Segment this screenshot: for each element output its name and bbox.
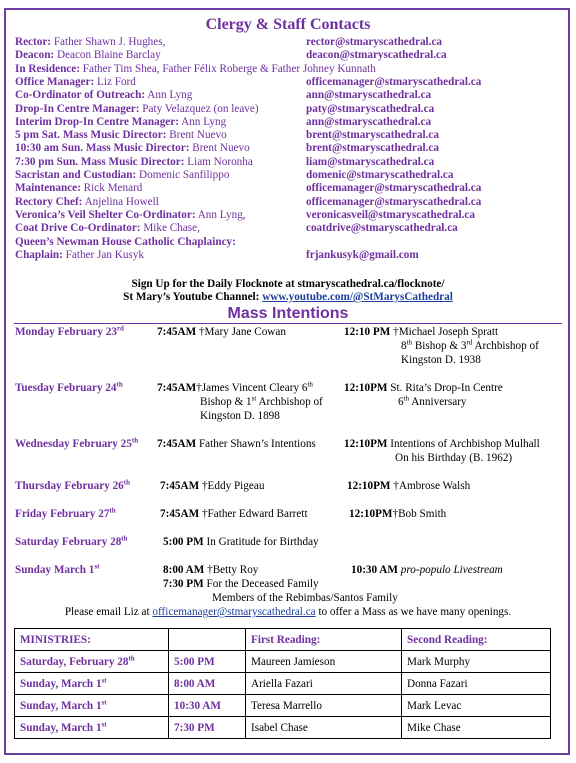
second-reader: Donna Fazari: [402, 673, 551, 695]
contact-email[interactable]: brent@stmaryscathedral.ca: [306, 129, 439, 142]
ministry-time: 8:00 AM: [169, 673, 246, 695]
first-reader: Isabel Chase: [246, 717, 402, 739]
sunday-1030: 10:30 AM pro-populo Livestream: [351, 564, 503, 576]
contact-email[interactable]: paty@stmaryscathedral.ca: [306, 102, 435, 115]
monday-morning: 7:45AM †Mary Jane Cowan: [157, 326, 286, 338]
contact-email[interactable]: officemanager@stmaryscathedral.ca: [306, 75, 482, 88]
header-first-reading: First Reading:: [246, 629, 402, 651]
day-tuesday: Tuesday February 24th: [15, 380, 123, 394]
first-reader: Ariella Fazari: [246, 673, 402, 695]
contact-row: [15, 156, 253, 169]
mass-intentions-rule: [14, 323, 562, 324]
contact-name: Father Jan Kusyk: [62, 248, 144, 261]
contact-row: [15, 49, 161, 62]
contact-name: Ann Lyng,: [195, 208, 246, 221]
contact-email[interactable]: rector@stmaryscathedral.ca: [306, 36, 443, 48]
contact-role: 7:30 pm Sun. Mass Music Director:: [15, 155, 185, 168]
contact-row: [15, 129, 227, 142]
contact-role: Drop-In Centre Manager:: [15, 102, 140, 115]
contact-row: [15, 169, 229, 182]
contact-name: Liz Ford: [94, 75, 136, 88]
day-sunday: Sunday March 1st: [15, 562, 100, 576]
contact-row: [15, 76, 136, 89]
contact-role: Co-Ordinator of Outreach:: [15, 89, 146, 102]
monday-noon-line2: 8th Bishop & 3rd Archbishop of: [401, 338, 539, 352]
tuesday-noon-line2: 6th Anniversary: [398, 394, 467, 408]
contact-name: Father Shawn J. Hughes,: [51, 36, 166, 48]
first-reader: Teresa Marrello: [246, 695, 402, 717]
ministry-row: [15, 673, 551, 695]
second-reader: Mark Levac: [402, 695, 551, 717]
second-reader: Mike Chase: [402, 717, 551, 739]
contact-row: [15, 236, 236, 249]
contact-name: Mike Chase,: [140, 222, 200, 235]
header-second-reading: Second Reading:: [402, 629, 551, 651]
ministries-table: [14, 628, 551, 739]
tuesday-morning-line3: Kingston D. 1898: [200, 410, 280, 422]
contact-role: Rectory Chef:: [15, 195, 83, 208]
contact-row: [15, 142, 250, 155]
contact-email[interactable]: brent@stmaryscathedral.ca: [306, 142, 439, 155]
ministry-row: [15, 717, 551, 739]
contact-name: Paty Velazquez (on leave): [139, 102, 259, 115]
contact-role: 5 pm Sat. Mass Music Director:: [15, 129, 167, 142]
header-ministries: MINISTRIES:: [15, 629, 169, 651]
contact-email[interactable]: deacon@stmaryscathedral.ca: [306, 49, 447, 62]
contact-name: Rick Menard: [80, 182, 143, 195]
contact-role: Maintenance:: [15, 182, 81, 195]
contact-role: Office Manager:: [15, 75, 95, 88]
contact-name: Liam Noronha: [184, 155, 253, 168]
contact-row: [15, 249, 144, 262]
contact-role: Chaplain:: [15, 248, 63, 261]
friday-morning: 7:45AM †Father Edward Barrett: [160, 508, 308, 520]
sunday-evening-line2: Members of the Rebimbas/Santos Family: [212, 592, 398, 604]
contact-role: Deacon:: [15, 49, 55, 62]
thursday-morning: 7:45AM †Eddy Pigeau: [160, 480, 265, 492]
contact-name: Father Tim Shea, Father Félix Roberge & Father Johney Kunnath: [79, 62, 376, 75]
contact-name: Brent Nuevo: [189, 142, 250, 155]
thursday-noon: 12:10PM †Ambrose Walsh: [347, 480, 471, 492]
contact-row: [15, 36, 165, 49]
contact-row: [15, 209, 246, 222]
contact-role: Queen’s Newman House Catholic Chaplaincy:: [15, 235, 236, 248]
contact-email[interactable]: officemanager@stmaryscathedral.ca: [306, 182, 482, 195]
contact-role: 10:30 am Sun. Mass Music Director:: [15, 142, 190, 155]
contact-role: Sacristan and Custodian:: [15, 169, 137, 181]
wednesday-noon-line2: On his Birthday (B. 1962): [395, 452, 513, 464]
wednesday-noon: 12:10PM Intentions of Archbishop Mulhall: [344, 438, 540, 450]
contact-role: Coat Drive Co-Ordinator:: [15, 222, 141, 235]
flocknote-line: Sign Up for the Daily Flocknote at stmaryscathedral.ca/flocknote/: [131, 278, 445, 290]
sunday-evening: 7:30 PM For the Deceased Family: [163, 578, 319, 590]
contact-name: Ann Lyng: [178, 115, 227, 128]
tuesday-morning-line2: Bishop & 1st Archbishop of: [200, 394, 323, 408]
youtube-line: [0, 291, 576, 303]
contact-email[interactable]: ann@stmaryscathedral.ca: [306, 115, 432, 128]
contact-row: [15, 116, 226, 129]
day-saturday: Saturday February 28th: [15, 534, 128, 548]
youtube-link[interactable]: www.youtube.com/@StMarysCathedral: [262, 291, 453, 303]
contact-email[interactable]: liam@stmaryscathedral.ca: [306, 155, 435, 168]
office-email-link[interactable]: officemanager@stmaryscathedral.ca: [152, 606, 316, 618]
contact-row: [15, 196, 159, 209]
monday-noon: 12:10 PM †Michael Joseph Spratt: [344, 326, 499, 338]
day-monday: Monday February 23rd: [15, 324, 124, 338]
ministry-time: 7:30 PM: [169, 717, 246, 739]
mass-offer-note: Please email Liz at officemanager@stmaryscathedral.ca to offer a Mass as we have many openings.: [64, 606, 512, 618]
ministry-time: 10:30 AM: [169, 695, 246, 717]
contact-name: Domenic Sanfilippo: [136, 169, 230, 181]
day-friday: Friday February 27th: [15, 506, 116, 520]
contacts-title: Clergy & Staff Contacts: [205, 16, 371, 33]
friday-noon: 12:10PM†Bob Smith: [349, 508, 447, 520]
contact-name: Brent Nuevo: [166, 129, 227, 142]
monday-noon-line3: Kingston D. 1938: [401, 354, 481, 366]
contact-name: Anjelina Howell: [82, 195, 159, 208]
contact-email[interactable]: ann@stmaryscathedral.ca: [306, 89, 432, 102]
contact-role: Rector:: [15, 36, 52, 48]
ministry-day: Sunday, March 1st: [15, 673, 169, 695]
saturday-evening: 5:00 PM In Gratitude for Birthday: [163, 536, 319, 548]
ministry-day: Sunday, March 1st: [15, 695, 169, 717]
contact-row: [15, 222, 200, 235]
second-reader: Mark Murphy: [402, 651, 551, 673]
contact-email[interactable]: coatdrive@stmaryscathedral.ca: [306, 222, 458, 235]
contact-email[interactable]: veronicasveil@stmaryscathedral.ca: [306, 208, 475, 221]
sunday-morning: 8:00 AM †Betty Roy: [163, 564, 259, 576]
contact-row: [15, 182, 142, 195]
contact-row: [15, 89, 192, 102]
contact-email[interactable]: officemanager@stmaryscathedral.ca: [306, 195, 482, 208]
contact-email[interactable]: domenic@stmaryscathedral.ca: [306, 169, 454, 181]
header-time: [169, 629, 246, 651]
ministry-time: 5:00 PM: [169, 651, 246, 673]
contact-role: Interim Drop-In Centre Manager:: [15, 115, 179, 128]
first-reader: Maureen Jamieson: [246, 651, 402, 673]
day-wednesday: Wednesday February 25th: [15, 436, 139, 450]
wednesday-morning: 7:45AM Father Shawn’s Intentions: [157, 438, 316, 450]
ministries-header-row: [15, 629, 551, 651]
tuesday-morning: 7:45AM†James Vincent Cleary 6th: [157, 380, 313, 394]
ministry-day: Saturday, February 28th: [15, 651, 169, 673]
contact-name: Ann Lyng: [145, 89, 193, 102]
contact-email[interactable]: frjankusyk@gmail.com: [306, 248, 419, 261]
contact-row: [15, 103, 259, 116]
ministry-row: [15, 695, 551, 717]
mass-intentions-title: Mass Intentions: [227, 305, 349, 322]
tuesday-noon: 12:10PM St. Rita’s Drop-In Centre: [344, 382, 503, 394]
contact-name: Deacon Blaine Barclay: [54, 49, 161, 62]
day-thursday: Thursday February 26th: [15, 478, 131, 492]
contact-role: Veronica’s Veil Shelter Co-Ordinator:: [15, 208, 196, 221]
youtube-label: St Mary’s Youtube Channel:: [123, 291, 263, 303]
ministry-row: [15, 651, 551, 673]
ministry-day: Sunday, March 1st: [15, 717, 169, 739]
contact-role: In Residence:: [15, 62, 80, 75]
contact-row: [15, 63, 376, 76]
